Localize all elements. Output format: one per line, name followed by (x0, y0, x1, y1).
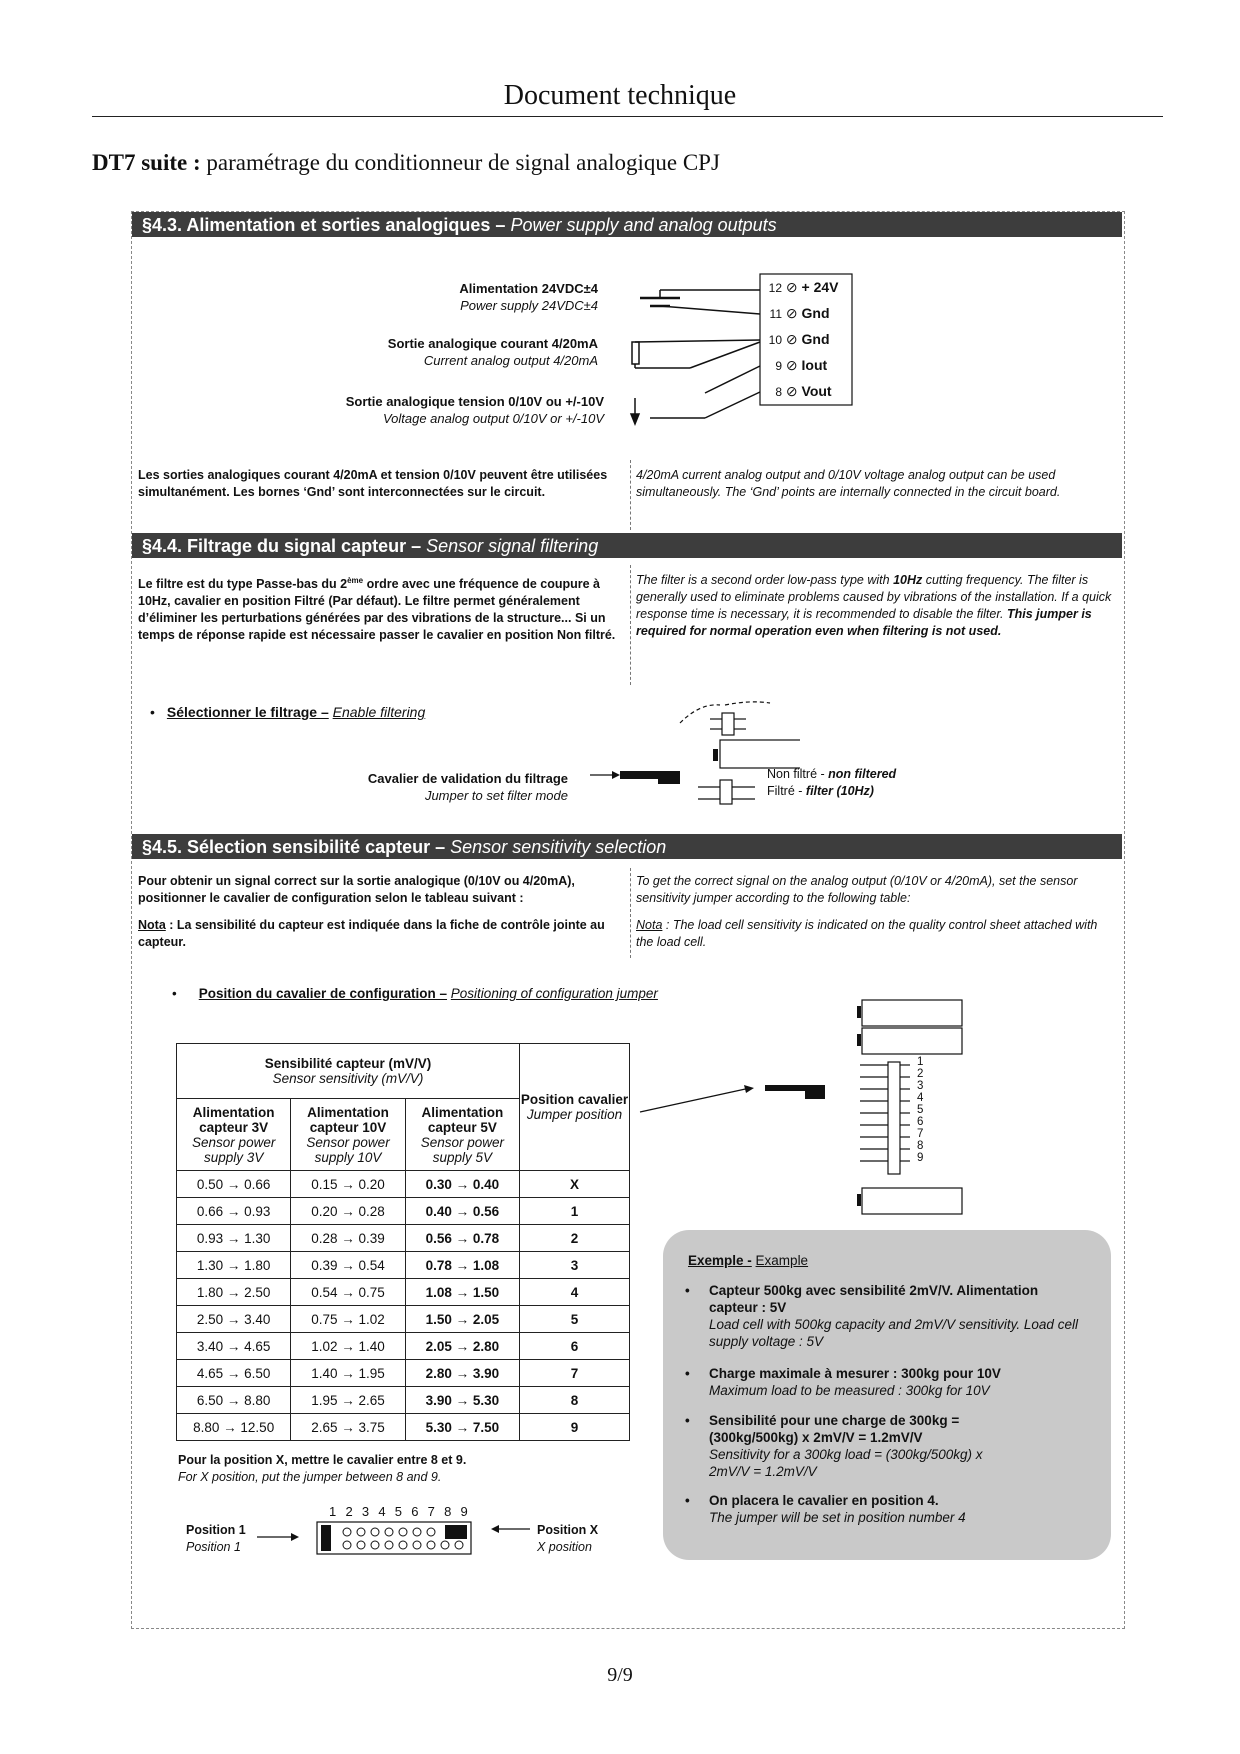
terminal-label: Iout (801, 357, 828, 373)
s45-nota-fr (138, 917, 618, 951)
table-row (177, 1171, 630, 1198)
table-cell: 5.30 → 7.50 (405, 1414, 519, 1441)
table-cell: 0.54 → 0.75 (291, 1279, 405, 1306)
pos1-fr: Position 1 (186, 1523, 246, 1537)
current-label (178, 335, 598, 369)
terminal-10 (760, 326, 852, 352)
table-row (177, 1279, 630, 1306)
table-head-en: Sensor sensitivity (mV/V) (272, 1071, 424, 1086)
voltage-label-fr: Sortie analogique tension 0/10V ou +/-10V (345, 394, 604, 409)
column-divider (630, 460, 631, 530)
table-cell: 0.66 → 0.93 (177, 1198, 291, 1225)
position-x-note (178, 1452, 638, 1486)
position-1-label (186, 1522, 246, 1556)
nota-label-en: Nota (636, 918, 663, 932)
pin-label: 6 (917, 1116, 924, 1128)
table-cell: 4.65 → 6.50 (177, 1360, 291, 1387)
table-cell: 2.05 → 2.80 (405, 1333, 519, 1360)
example-item-fr: Sensibilité pour une charge de 300kg = (300kg/500kg) x 2mV/V = 1.2mV/V (709, 1413, 960, 1445)
screw-icon: ⊘ (785, 357, 798, 373)
section-4-5-title: §4.5. Sélection sensibilité capteur – (142, 837, 446, 857)
pos1-en: Position 1 (186, 1540, 241, 1554)
table-cell: 7 (520, 1360, 630, 1387)
posx-en: For X position, put the jumper between 8 and 9. (178, 1470, 442, 1484)
example-item-en: Load cell with 500kg capacity and 2mV/V sensitivity. Load cell supply voltage : 5V (709, 1317, 1078, 1349)
table-header-sensitivity (177, 1044, 520, 1099)
section-4-3-bar (132, 212, 1122, 237)
voltage-label-en: Voltage analog output 0/10V or +/-10V (382, 411, 604, 426)
table-cell: 8 (520, 1387, 630, 1414)
nota-label: Nota (138, 918, 166, 932)
pin-label: 5 (917, 1104, 924, 1116)
col-header-10v (291, 1099, 405, 1171)
table-cell: 0.78 → 1.08 (405, 1252, 519, 1279)
table-cell: 0.56 → 0.78 (405, 1225, 519, 1252)
s45-intro-en: To get the correct signal on the analog output (0/10V or 4/20mA), set the sensor sensitivity jumper according to the following table: (636, 874, 1078, 905)
example-item-en: Sensitivity for a 300kg load = (300kg/500kg) x 2mV/V = 1.2mV/V (709, 1447, 983, 1479)
pin-label-column (917, 1056, 923, 1164)
s44-en-part2: cutting frequency. The filter is generally used to eliminate problems caused by vibrations of the installation. If a quick response time is necessary, it is recommended to disable the filter. (636, 573, 1112, 621)
table-pos-fr: Position cavalier (520, 1092, 629, 1107)
terminal-label: Vout (801, 383, 832, 399)
document-title: Document technique (503, 80, 737, 111)
table-row (177, 1414, 630, 1441)
col3-en: Sensor power supply 5V (420, 1134, 505, 1165)
example-item-2: • Charge maximale à mesurer : 300kg pour 10V Maximum load to be measured : 300kg for 10V (685, 1366, 1001, 1398)
table-cell: 0.20 → 0.28 (291, 1198, 405, 1225)
example-title-en: Example (755, 1253, 809, 1268)
table-cell: 0.30 → 0.40 (405, 1171, 519, 1198)
position-x-label (537, 1522, 598, 1556)
table-row (177, 1387, 630, 1414)
example-item-en: Maximum load to be measured : 300kg for 10V (709, 1383, 990, 1398)
position-config-en: Positioning of configuration jumper (450, 986, 658, 1001)
example-item-fr: Capteur 500kg avec sensibilité 2mV/V. Alimentation capteur : 5V (709, 1283, 1039, 1315)
column-divider (630, 565, 631, 685)
non-filtered-fr: Non filtré - (767, 767, 825, 781)
table-header-position (520, 1044, 630, 1171)
section-heading (92, 150, 720, 176)
table-row (177, 1333, 630, 1360)
pin-label: 2 (917, 1068, 924, 1080)
table-cell: 0.75 → 1.02 (291, 1306, 405, 1333)
col-header-3v (177, 1099, 291, 1171)
filtered-label (767, 783, 967, 800)
s44-en-part1: The filter is a second order low-pass type with (636, 573, 894, 587)
table-cell: 0.40 → 0.56 (405, 1198, 519, 1225)
posx-fr: Pour la position X, mettre le cavalier entre 8 et 9. (178, 1453, 467, 1467)
terminal-number: 9 (775, 359, 782, 373)
section-4-4-title: §4.4. Filtrage du signal capteur – (142, 536, 422, 556)
table-head-fr: Sensibilité capteur (mV/V) (264, 1056, 432, 1071)
table-row (177, 1252, 630, 1279)
table-cell: 1 (520, 1198, 630, 1225)
table-row (177, 1225, 630, 1252)
table-cell: 1.08 → 1.50 (405, 1279, 519, 1306)
s44-en-bold1: 10Hz (893, 573, 923, 587)
table-cell: 1.50 → 2.05 (405, 1306, 519, 1333)
s44-en-bold2: This jumper is required for normal operation even when filtering is not used. (636, 607, 1092, 638)
pin-label: 7 (917, 1128, 924, 1140)
s44-fr-part1: Le filtre est du type Passe-bas du 2 (138, 577, 348, 592)
position-config-fr: Position du cavalier de configuration – (198, 986, 448, 1001)
table-cell: 8.80 → 12.50 (177, 1414, 291, 1441)
pin-label: 1 (917, 1056, 924, 1068)
table-cell: 2 (520, 1225, 630, 1252)
position-config-item: • Position du cavalier de configuration – Positioning of configuration jumper (172, 986, 658, 1001)
s45-paragraph-en (636, 873, 1116, 951)
table-cell: 2.65 → 3.75 (291, 1414, 405, 1441)
s44-paragraph-fr (138, 572, 626, 644)
terminal-9 (760, 352, 852, 378)
table-cell: 1.40 → 1.95 (291, 1360, 405, 1387)
section-4-3-title-en: Power supply and analog outputs (510, 215, 777, 235)
posX-en: X position (537, 1540, 592, 1554)
col-header-5v (405, 1099, 519, 1171)
terminal-label: Gnd (801, 305, 830, 321)
nota-text-en: : The load cell sensitivity is indicated on the quality control sheet attached with the load cell. (636, 918, 1098, 949)
supply-label (178, 280, 598, 314)
non-filtered-label (767, 766, 967, 783)
terminal-number: 11 (769, 307, 782, 321)
table-cell: 5 (520, 1306, 630, 1333)
example-item-3: • Sensibilité pour une charge de 300kg = (300kg/500kg) x 2mV/V = 1.2mV/V Sensitivity for a 300kg load = (300kg/500kg) x 2mV/V = 1.2mV/V (685, 1413, 983, 1479)
section-4-5-bar (132, 834, 1122, 859)
table-cell: 0.15 → 0.20 (291, 1171, 405, 1198)
s45-paragraph-fr (138, 873, 618, 951)
jumper-header-diagram (255, 1515, 535, 1560)
example-item-4: • On placera le cavalier en position 4. The jumper will be set in position number 4 (685, 1493, 966, 1525)
terminal-11 (760, 300, 852, 326)
screw-icon: ⊘ (785, 383, 798, 399)
section-4-4-bar (132, 533, 1122, 558)
terminal-label: Gnd (801, 331, 830, 347)
table-cell: 0.50 → 0.66 (177, 1171, 291, 1198)
table-cell: 1.80 → 2.50 (177, 1279, 291, 1306)
filter-jumper-en: Jumper to set filter mode (424, 788, 568, 803)
voltage-label (164, 393, 604, 427)
filtered-en: filter (10Hz) (805, 784, 874, 798)
col1-en: Sensor power supply 3V (192, 1134, 276, 1165)
table-cell: 1.30 → 1.80 (177, 1252, 291, 1279)
header-pin-numbers: 1 2 3 4 5 6 7 8 9 (329, 1504, 471, 1519)
filter-jumper-fr: Cavalier de validation du filtrage (367, 771, 568, 786)
screw-icon: ⊘ (785, 279, 798, 295)
example-item-fr: Charge maximale à mesurer : 300kg pour 10V (709, 1366, 1001, 1381)
col3-fr: Alimentation capteur 5V (421, 1104, 504, 1135)
terminal-8 (760, 378, 852, 404)
nota-text: : La sensibilité du capteur est indiquée dans la fiche de contrôle jointe au capteur. (138, 918, 605, 949)
select-filter-fr: Sélectionner le filtrage – (166, 704, 329, 720)
current-label-en: Current analog output 4/20mA (423, 353, 598, 368)
s44-fr-part2: ordre avec une fréquence de coupure à 10Hz, cavalier en position Filtré (Par défaut). Le filtre permet généralement d’éliminer les perturbations générées par des vibrations de la structure... Si un temps de réponse rapide est nécessaire passer le cavalier en position Non filtré. (138, 577, 616, 643)
non-filtered-en: non filtered (828, 767, 897, 781)
s45-intro-fr: Pour obtenir un signal correct sur la sortie analogique (0/10V ou 4/20mA), positionner le cavalier de configuration selon le tableau suivant : (138, 874, 575, 905)
s44-fr-sup: ème (347, 576, 364, 585)
select-filter-en: Enable filtering (332, 704, 426, 720)
table-row (177, 1306, 630, 1333)
table-pos-en: Jumper position (526, 1107, 623, 1122)
screw-icon: ⊘ (785, 331, 798, 347)
s44-paragraph-en (636, 572, 1116, 640)
col1-fr: Alimentation capteur 3V (192, 1104, 275, 1135)
supply-label-fr: Alimentation 24VDC±4 (459, 281, 598, 296)
terminal-block (760, 274, 852, 404)
example-box (663, 1230, 1111, 1560)
table-cell: 6.50 → 8.80 (177, 1387, 291, 1414)
heading-label: DT7 suite : (92, 150, 201, 175)
filter-legend (767, 766, 967, 800)
pin-label: 3 (917, 1080, 924, 1092)
filtered-fr: Filtré - (767, 784, 803, 798)
table-cell: 2.80 → 3.90 (405, 1360, 519, 1387)
header-rule (92, 116, 1163, 117)
table-cell: 3.40 → 4.65 (177, 1333, 291, 1360)
pin-label: 4 (917, 1092, 924, 1104)
table-cell: 3.90 → 5.30 (405, 1387, 519, 1414)
table-cell: 0.93 → 1.30 (177, 1225, 291, 1252)
current-label-fr: Sortie analogique courant 4/20mA (387, 336, 598, 351)
heading-text: paramétrage du conditionneur de signal analogique CPJ (206, 150, 720, 175)
section-4-5-title-en: Sensor sensitivity selection (450, 837, 667, 857)
section-4-4-title-en: Sensor signal filtering (426, 536, 599, 556)
select-filter-item: • Sélectionner le filtrage – Enable filtering (150, 704, 426, 720)
terminal-number: 12 (768, 281, 782, 295)
supply-label-en: Power supply 24VDC±4 (460, 298, 598, 313)
s43-paragraph-en: 4/20mA current analog output and 0/10V voltage analog output can be used simultaneously. The ‘Gnd’ points are internally connected in the circuit board. (636, 468, 1061, 499)
sensitivity-table (176, 1043, 630, 1441)
terminal-12 (760, 274, 852, 300)
example-item-fr: On placera le cavalier en position 4. (709, 1493, 939, 1508)
s45-nota-en (636, 917, 1116, 951)
column-divider (630, 868, 631, 958)
table-cell: 9 (520, 1414, 630, 1441)
example-item-1: • Capteur 500kg avec sensibilité 2mV/V. Alimentation capteur : 5V Load cell with 500kg capacity and 2mV/V sensitivity. Load cell supply voltage : 5V (685, 1283, 1078, 1349)
table-cell: 4 (520, 1279, 630, 1306)
terminal-label: + 24V (801, 279, 839, 295)
s43-paragraph-fr: Les sorties analogiques courant 4/20mA et tension 0/10V peuvent être utilisées simultanément. Les bornes ‘Gnd’ sont interconnectées sur le circuit. (138, 468, 608, 499)
page-number: 9/9 (607, 1664, 633, 1686)
terminal-number: 10 (768, 333, 782, 347)
pin-label: 9 (917, 1152, 924, 1164)
screw-icon: ⊘ (785, 305, 798, 321)
example-item-en: The jumper will be set in position number 4 (709, 1510, 966, 1525)
table-row (177, 1360, 630, 1387)
table-cell: 0.28 → 0.39 (291, 1225, 405, 1252)
table-row (177, 1198, 630, 1225)
table-cell: X (520, 1171, 630, 1198)
table-cell: 2.50 → 3.40 (177, 1306, 291, 1333)
terminal-number: 8 (775, 385, 782, 399)
posX-fr: Position X (537, 1523, 599, 1537)
col2-fr: Alimentation capteur 10V (307, 1104, 389, 1135)
example-title (688, 1253, 808, 1268)
example-title-fr: Exemple - (688, 1253, 752, 1268)
table-body (177, 1171, 630, 1441)
pin-label: 8 (917, 1140, 924, 1152)
table-cell: 6 (520, 1333, 630, 1360)
table-cell: 1.95 → 2.65 (291, 1387, 405, 1414)
table-cell: 1.02 → 1.40 (291, 1333, 405, 1360)
table-cell: 0.39 → 0.54 (291, 1252, 405, 1279)
section-4-3-title: §4.3. Alimentation et sorties analogiques – (142, 215, 506, 235)
config-jumper-diagram (630, 990, 980, 1220)
table-cell: 3 (520, 1252, 630, 1279)
filter-jumper-label (268, 770, 568, 804)
col2-en: Sensor power supply 10V (306, 1134, 390, 1165)
